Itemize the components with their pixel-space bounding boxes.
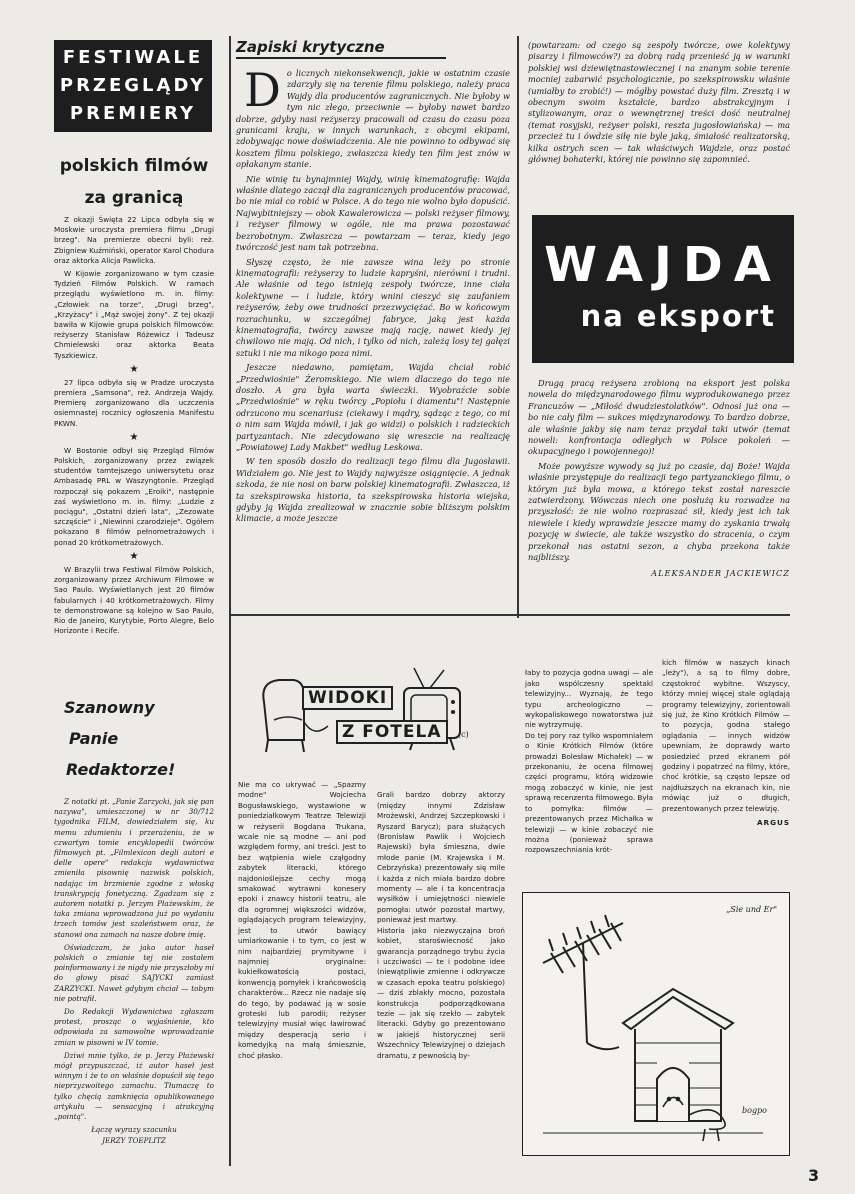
widoki-column-2: [377, 780, 505, 1074]
widoki-column-1: [238, 780, 366, 1064]
critical-section-title: Zapiski krytyczne: [236, 38, 446, 59]
letter-title: [54, 692, 214, 785]
drop-cap: D: [244, 63, 281, 117]
letter-closing: Łączę wyrazy szacunku: [91, 1125, 177, 1135]
widoki-logo-line2: Z FOTELA: [336, 720, 448, 744]
festivals-subtitle: [54, 150, 214, 214]
festivals-header-line: PRZEGLĄDY: [59, 75, 207, 96]
widoki-text: kich filmów w naszych kinach „leży"), a są to filmy dobre, częstokroć wybitne. Wszyscy, którzy mniej więcej stale oglądają programy telewizyjny, zorientowali się już, że Kino Krótkich Filmów — to pozycja, godna stałego oglądania — innych widzów upewniam, że doprawdy warto posiedzieć przed ekranem pół godziny i popatrzeć na filmy, które, choć krótkie, są często lepsze od najdłuższych na ekranach kin, nie mówiąc już o długich, prezentowanych przez telewizję.: [662, 658, 790, 813]
critical-paragraph: Nie winię tu bynajmniej Wajdy, winię kinematografię: Wajda właśnie dlatego zaczął dla zagranicznych producentów pracować, bo nie miał co robić w Polsce. A do tego nie wolno było dopuścić. Najwybitniejszy — obok Kawalerowicza — polski reżyser filmowy, i reżyser filmowy w ogóle, nie ma prawa pozostawać bezrobotnym. Zwłaszcza — powtarzam — teraz, kiedy jego twórczość jest nam tak potrzebna.: [236, 173, 510, 253]
festivals-header: [54, 44, 212, 128]
festival-item: W Bostonie odbył się Przegląd Filmów Polskich, zorganizowany przez związek studentów tamtejszego uniwersytetu oraz Ambasadę PRL w Waszyngtonie. Przegląd rozpoczął się pokazem „Eroiki", następnie zaś wyświetlono m. in. filmy: „Ludzie z pociągu", „Ostatni dzień lata", „Zezowate szczęście" i „Niewinni czarodzieje". Ogółem pokazano 8 filmów pełnometrażowych i ponad 20 krótkometrażowych.: [54, 445, 214, 547]
letter-paragraph: Z notatki pt. „Panie Zarzycki, jak się pan nazywa", umieszczonej w nr 30/712 tygodnika FILM, dowiedziałem się, ku memu zdumieniu i przerażeniu, że w czwartym tomie encyklopedii twórców filmowych pt. „Filmlexicon degli autori e delle opere" redakcja wydawnictwa zmieniła pisownię nazwisk polskich, nadając im brzmienie zgodne z włoską transkrypcją fonetyczną. Zgadzam się z autorem notatki p. Jerzym Płażewskim, że taka zmiana wprowadzona już po wydaniu trzech tomów jest szaleństwem oraz, że stanowi ona zamach na nasze dobre imię.: [54, 797, 214, 939]
star-separator: ★: [129, 363, 139, 375]
widoki-text: Grali bardzo dobrzy aktorzy (między innymi Zdzisław Mrożewski, Andrzej Szczepkowski i Ryszard Barycz); para służących (Bronisław Pawlik i Wojciech Rajewski) była śmieszna, dwie młode panie (M. Krajewska i M. Cebrzyńska) prezentowały się mile i każda z nich miała bardzo dobre momenty — ale i ta koncentracja wysiłków i umiejętności niewiele pomogła: utwór pozostał martwy, ponieważ jest martwy. Historia jako niezwyczajna broń kobiet, staroświecność jako gwarancja porządnego trybu życia i uczciwości — te i podobne idee (niewątpliwie zmienne i odkrywcze w czasach epoka teatru polskiego) — dziś zblakły mocno, pozostała konstrukcja podporządkowana tezie — jak się rzekło — zabytek literacki. Gdyby go prezentowano w jakiejś historycznej serii Wszechnicy Telewizyjnej o dziejach dramatu, z pewnością by-: [377, 790, 505, 1060]
letter-title-line: Szanowny: [64, 698, 155, 717]
wajda-paragraph: Drugą pracą reżysera zrobioną na eksport jest polska nowela do międzynarodowego filmu wyprodukowanego przez Francuzów — „Miłość dwudziestolatków". Odnosi już ona — bo nie cały film — sukces międzynarodowy. To bardzo dobrze, ale właśnie jakby się nam teraz przydał taki utwór (temat noweli: konfrontacja odległych w Polsce pokoleń — okupacyjnego i powojennego)!: [528, 378, 790, 457]
page-number: 3: [808, 1166, 820, 1185]
festival-item: W Brazylii trwa Festiwal Filmów Polskich, zorganizowany przez Archiwum Filmowe w Sao Paulo. Wyświetlanych jest 20 filmów fabularnych i 40 krótkometrażowych. Filmy te demonstrowane są kolejno w Sao Paulo, Rio de Janeiro, Kurytybie, Porto Alegre, Belo Horizonte i Recife.: [54, 564, 214, 636]
armchair-tv-icon: [254, 662, 474, 762]
wajda-title: WAJDA: [544, 237, 782, 293]
letter-body: [54, 797, 214, 1146]
cartoon-frame: [522, 892, 790, 1156]
festival-item: Z okazji Święta 22 Lipca odbyła się w Moskwie uroczysta premiera filmu „Drugi brzeg". Na premierze obecni byli: reż. Zbigniew Kuźmiński, operator Karol Chodura oraz aktorka Alicja Pawlicka.: [54, 215, 215, 265]
section-divider: [230, 614, 790, 616]
festivals-header-box: [54, 40, 212, 132]
festival-item: 27 lipca odbyła się w Pradze uroczysta premiera „Samsona", reż. Andrzeja Wajdy. Premierę zorganizowano dla uczczenia osiemnastej rocznicy ogłoszenia Manifestu PKWN.: [54, 377, 214, 428]
wajda-title-box: [532, 215, 794, 363]
critical-continuation: [528, 40, 790, 168]
wajda-subtitle: na eksport: [580, 299, 776, 333]
widoki-logo-line1: WIDOKI: [302, 686, 393, 710]
widoki-text: łaby to pozycja godna uwagi — ale jako wspólczesny spektakl telewizyjny... Wyznaję, że tego typu archeologiczno — wykopaliskowego nowatorstwa już nie wytrzymuję. Do tej pory raz tylko wspomniałem o Kinie Krótkich Filmów (które prowadzi Bolesław Michałek) — w przekonaniu, że ocena filmowej części programu, którą widzowie mogą zobaczyć w kinie, nie jest sprawą recenzenta filmowego. Była to pomyłka: filmów — prezentowanych przez Michałka w telewizji — w kinie zobaczyć nie można (ponieważ sprawa rozpowszechniania krót-: [525, 668, 653, 855]
letter-paragraph: Oświadczam, że jako autor haseł polskich o zmianie tej nie zostałem poinformowany i że nigdy nie przyszłoby mi do głowy pisać SAJYCKI zamiast ZARZYCKI. Nawet gdybym chciał — tobym nie potrafił.: [54, 942, 214, 1003]
widoki-column-3: [525, 658, 653, 869]
critical-paragraph: W ten sposób doszło do realizacji tego filmu dla Jugosławii. Widziałem go. Nie jest to Wajdy najwyższe osiągnięcie. A jednak szkoda, że nie nosi on barw polskiej kinematografii. Zwłaszcza, iż ta szekspirowska historia, ta szekspirowska historia wiejska, gdyby ją Wajda zrealizował w znacznie sobie bliższym polskim klimacie, a może jeszcze: [236, 456, 510, 524]
widoki-text: Nie ma co ukrywać — „Spazmy modne" Wojciecha Bogusławskiego, wystawione w poniedziałkowym Teatrze Telewizji w reżyserii Bogdana Trukana, wcale nie są modne — ani pod względem formy, ani treści. Jest to bez wątpienia wiele cząłgodny zabytek literacki, którego najdonioślejsze cechy mogą smakować wytrawni konesery epoki i znawcy historii teatru, ale dla ogromnej większości widzów, oglądających program telewizyjny, jest to utwór bawiący umiarkowanie i to tym, co jest w nim najbardziej prymitywne i najmniej oryginalne: kukiełkowatością postaci, konwencją pomyłek i krańcowością charakterów... Rzecz nie nadaje się do tego, by podawać ją w sosie groteski lub parodii; reżyser telewizyjny musiał więc ławirować między desperacją serio i komedyjką na małą śmiesznie, choć płasko.: [238, 780, 366, 1060]
critical-paragraph: o licznych niekonsekwencji, jakie w ostatnim czasie zdarzyły się na terenie filmu polskiego, należy praca Wajdy dla producentów zagranicznych. Nie byłoby w tym nic złego, przeciwnie — byłoby nawet bardzo dobrze, gdyby nasi reżyserzy pracowali od czasu do czasu poza granicami kraju, w innych warunkach, z obcymi ekipami, zdobywając nowe doświadczenia. Ale nie powinno to odbywać się kosztem filmu polskiego, zwłaszcza kiedy ten film jest znów w opłakanym stanie.: [236, 68, 510, 170]
festivals-header-line: FESTIWALE: [62, 47, 204, 68]
critical-paragraph: Jeszcze niedawno, pamiętam, Wajda chciał robić „Przedwiośnie" Żeromskiego. Nie wiem dlaczego do tego nie doszło. A gra była warta świeczki. Wyobraźcie sobie „Przedwiośnie" w ręku twórcy „Popiołu i diamentu"! Następnie odrzucono mu scenariusz (ciekawy i mądry, sądząc z tego, co mi o nim sam Wajda mówił, i jak go widzi) o polskich i radzieckich partyzantach. Nie zdecydowano się wreszcie na realizację „Powiatowej Lady Makbet" według Leskowa.: [236, 362, 510, 452]
widoki-logo: [254, 662, 474, 762]
letter-signature: JERZY TOEPLITZ: [102, 1135, 166, 1145]
letter-paragraph: Do Redakcji Wydawnictwa zgłaszam protest, prosząc o wyjaśnienie, kto odpowiada za samowolne wprowadzanie zmian w pisowni w IV tomie.: [54, 1007, 214, 1047]
festival-item: W Kijowie zorganizowano w tym czasie Tydzień Filmów Polskich. W ramach przeglądu wyświetlono m. in. filmy: „Człowiek na torze", „Drugi brzeg", „Krzyżacy" i „Mąż swojej żony". Z tej okazji bawiła w Kijowie grupa polskich filmowców: reżyserzy Stanisław Różewicz i Tadeusz Chmielewski oraz aktorka Beata Tyszkiewicz.: [54, 269, 214, 360]
wajda-body: [528, 378, 790, 579]
star-separator: ★: [129, 431, 139, 443]
festivals-title-line: polskich filmów: [59, 156, 209, 176]
festivals-title-line: za granicą: [84, 188, 184, 208]
star-separator: ★: [129, 550, 139, 562]
cartoon-caption: „Sie und Er": [726, 905, 777, 914]
widoki-column-4: [662, 658, 790, 829]
festivals-header-line: PREMIERY: [69, 103, 197, 124]
critical-body: [236, 63, 510, 528]
cartoon-signature: bogpo: [742, 1106, 767, 1115]
festivals-column: [54, 215, 214, 639]
continuation-paragraph: (powtarzam: od czego są zespoły twórcze, owe kolektywy pisarzy i filmowców?) za dobrą radą przenieść ją w warunki polskiej wsi dziewiętnastowiecznej i na znanym sobie terenie mocniej zabarwić psychologicznie, po szekspirowsku właśnie (umiałby to zrobić!) — mógłby powstać duży film. Zresztą i w obecnym swoim kształcie, bardzo abstrakcyjnym i stylizowanym, oraz o wewnętrznej treści dość neutralnej (temat rosyjski, reżyser polski, reszta jugosłowiańska) — ma przecież tu i ówdzie siłę nie byle jaką, śmiałość realizatorską, kilka ostrych scen — tak właściwych Wajdzie, oraz postać głównej bohaterki, której nie powinno się zapomnieć.: [528, 40, 790, 165]
column-divider: [229, 36, 231, 1166]
letter-title-line: Redaktorze!: [66, 760, 176, 779]
letter-paragraph: Dziwi mnie tylko, że p. Jerzy Płażewski mógł przypuszczać, iż autor haseł jest winnym i że to on właśnie dopuścił się tego nieprzyzwoitego zamachu. Tłumaczę to tylko chęcią zamknięcia opublikowanego artykułu — sensacyjną i atrakcyjną „pointą".: [54, 1050, 214, 1122]
widoki-author: ARGUS: [756, 818, 790, 828]
wajda-author: ALEKSANDER JACKIEWICZ: [651, 567, 790, 578]
letter-title-line: Panie: [69, 729, 119, 748]
column-divider: [517, 36, 519, 618]
critical-paragraph: Słyszę często, że nie zawsze wina leży po stronie kinematografii: reżyserzy to ludzie kapryśni, nierówni i trudni. Ale właśnie od tego istnieją zespoły twórcze, inne ciała kolektywne — i ludzie, który wnini cieszyć się zaufaniem reżyserów, żeby owe trudności przezwyciężać. Bo w końcowym rozrachunku, w szczególnej fabryce, jaką jest każda kinematografia, twórcy zawsze mają rację, nawet kiedy jej chwilowo nie mają. Od nich, i tylko od nich, zależą losy tej gałęzi sztuki i nie ma nikogo poza nimi.: [236, 256, 510, 358]
widoki-logo-mark: (c): [458, 730, 469, 739]
wajda-paragraph: Może powyższe wywody są już po czasie, daj Boże! Wajda właśnie przystępuje do realizacji tego partyzanckiego filmu, o którym już była mowa, a którego tekst został nareszcie zatwierdzony. Wówczas niech one posłużą ku rozwadze na przyszłość: że nie wolno rozpraszać sił, kiedy jest ich tak niewiele i kiedy wprawdzie jeszcze mamy do zyskania trwałą pozycję w świecie, ale także wszystko do stracenia, o czym przekonał nas ostatni sezon, a chyba przekona także najbliższy.: [528, 460, 790, 563]
